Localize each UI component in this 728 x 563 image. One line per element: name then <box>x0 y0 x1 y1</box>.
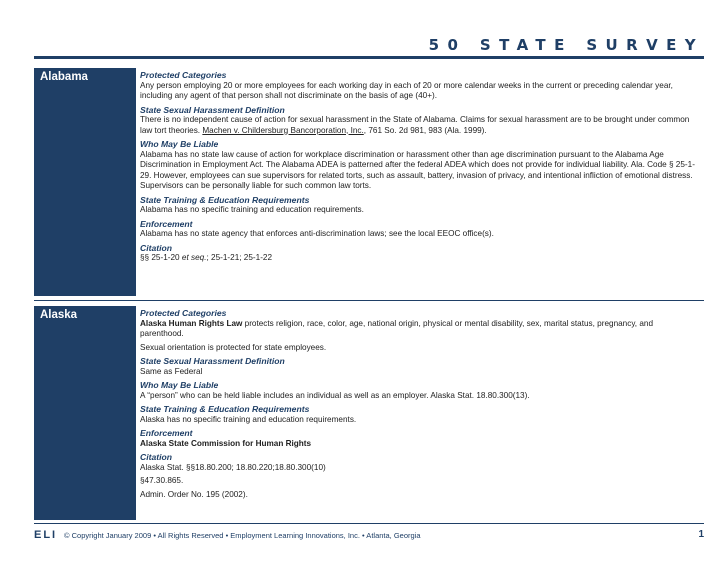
section-text: Alabama has no state law cause of action for workplace discrimination or harassment other than age discrimination pursuant to the Alabama Age Discrimination in Employment Act. The Alabama ADEA is patterned after the federal ADEA which does not provide for individual liability. Ala. Code § 25-1-29. However, employees can sue supervisors for related torts, such as assault, battery, invasion of privacy, and intentional infliction of emotional distress. Supervisors can be personally liable for such common law torts. <box>140 149 695 190</box>
citation-italic: et seq. <box>181 253 207 262</box>
section-text: There is no independent cause of action for sexual harassment in the State of Alabama. Claims for sexual harassment are to be brought under common law tort theories. <box>140 115 690 135</box>
state-block-alabama <box>34 68 704 296</box>
section-text: Same as Federal <box>140 366 203 376</box>
section-training <box>140 404 698 425</box>
state-side-bar <box>34 306 136 520</box>
footer-rule <box>34 523 704 524</box>
citation-line: Alaska Stat. §§18.80.200; 18.80.220;18.80.300(10) <box>140 462 326 472</box>
section-title: Protected Categories <box>140 308 227 318</box>
section-title: State Training & Education Requirements <box>140 194 310 205</box>
section-citation <box>140 452 698 500</box>
case-citation-rest: , 761 So. 2d 981, 983 (Ala. 1999). <box>363 125 487 135</box>
section-harassment-definition <box>140 105 698 137</box>
eli-logo: ELI <box>34 529 58 541</box>
law-name: Alaska Human Rights Law <box>140 318 243 328</box>
section-citation <box>140 243 698 264</box>
section-harassment-definition <box>140 356 698 377</box>
state-block-alaska <box>34 306 704 520</box>
section-title: Enforcement <box>140 428 193 438</box>
state-side-bar <box>34 68 136 296</box>
case-citation-link[interactable]: Machen v. Childersburg Bancorporation, Inc. <box>202 125 364 135</box>
state-name: Alaska <box>40 309 78 321</box>
survey-title: 50 STATE SURVEY <box>428 36 704 54</box>
page-number: 1 <box>698 529 704 540</box>
section-enforcement <box>140 428 698 449</box>
section-text: Alaska has no specific training and education requirements. <box>140 414 357 424</box>
state-content <box>140 308 698 503</box>
section-training <box>140 195 698 216</box>
section-protected-categories <box>140 308 698 353</box>
section-who-may-be-liable <box>140 139 698 192</box>
copyright-text: © Copyright January 2009 • All Rights Reserved • Employment Learning Innovations, Inc. • Atlanta, Georgia <box>64 531 421 540</box>
state-name: Alabama <box>40 71 88 83</box>
section-title: Protected Categories <box>140 70 227 80</box>
section-text: Any person employing 20 or more employees for each working day in each of 20 or more calendar weeks in the current or preceding calendar year, including any agent of that person shall not discriminate on the basis of age (40+). <box>140 80 673 100</box>
section-text: Alabama has no state agency that enforces anti-discrimination laws; see the local EEOC office(s). <box>140 229 494 238</box>
header-rule <box>34 56 704 59</box>
section-text: A “person” who can be held liable includes an individual as well as an employer. Alaska Stat. 18.80.300(13). <box>140 390 530 400</box>
section-title: Who May Be Liable <box>140 380 219 390</box>
citation-part: §§ 25-1-20 <box>140 253 182 262</box>
citation-part: ; 25-1-21; 25-1-22 <box>206 253 273 262</box>
section-text: protects religion, race, color, age, national origin, physical or mental disability, sex, marital status, pregnancy, and parenthood. <box>140 318 654 338</box>
state-content <box>140 70 698 267</box>
citation-line: §47.30.865. <box>140 476 184 485</box>
citation-line: Admin. Order No. 195 (2002). <box>140 489 248 499</box>
section-title: State Sexual Harassment Definition <box>140 356 285 366</box>
section-text: Sexual orientation is protected for state employees. <box>140 342 327 352</box>
section-title: State Training & Education Requirements <box>140 404 310 414</box>
section-title: Enforcement <box>140 218 193 229</box>
section-who-may-be-liable <box>140 380 698 401</box>
section-title: Citation <box>140 452 172 462</box>
section-protected-categories <box>140 70 698 102</box>
page-footer <box>34 527 704 545</box>
state-divider <box>34 300 704 301</box>
section-title: Who May Be Liable <box>140 139 219 149</box>
agency-name: Alaska State Commission for Human Rights <box>140 438 312 448</box>
section-text: Alabama has no specific training and education requirements. <box>140 205 364 214</box>
section-title: State Sexual Harassment Definition <box>140 104 285 115</box>
section-enforcement <box>140 219 698 240</box>
section-title: Citation <box>140 242 172 253</box>
